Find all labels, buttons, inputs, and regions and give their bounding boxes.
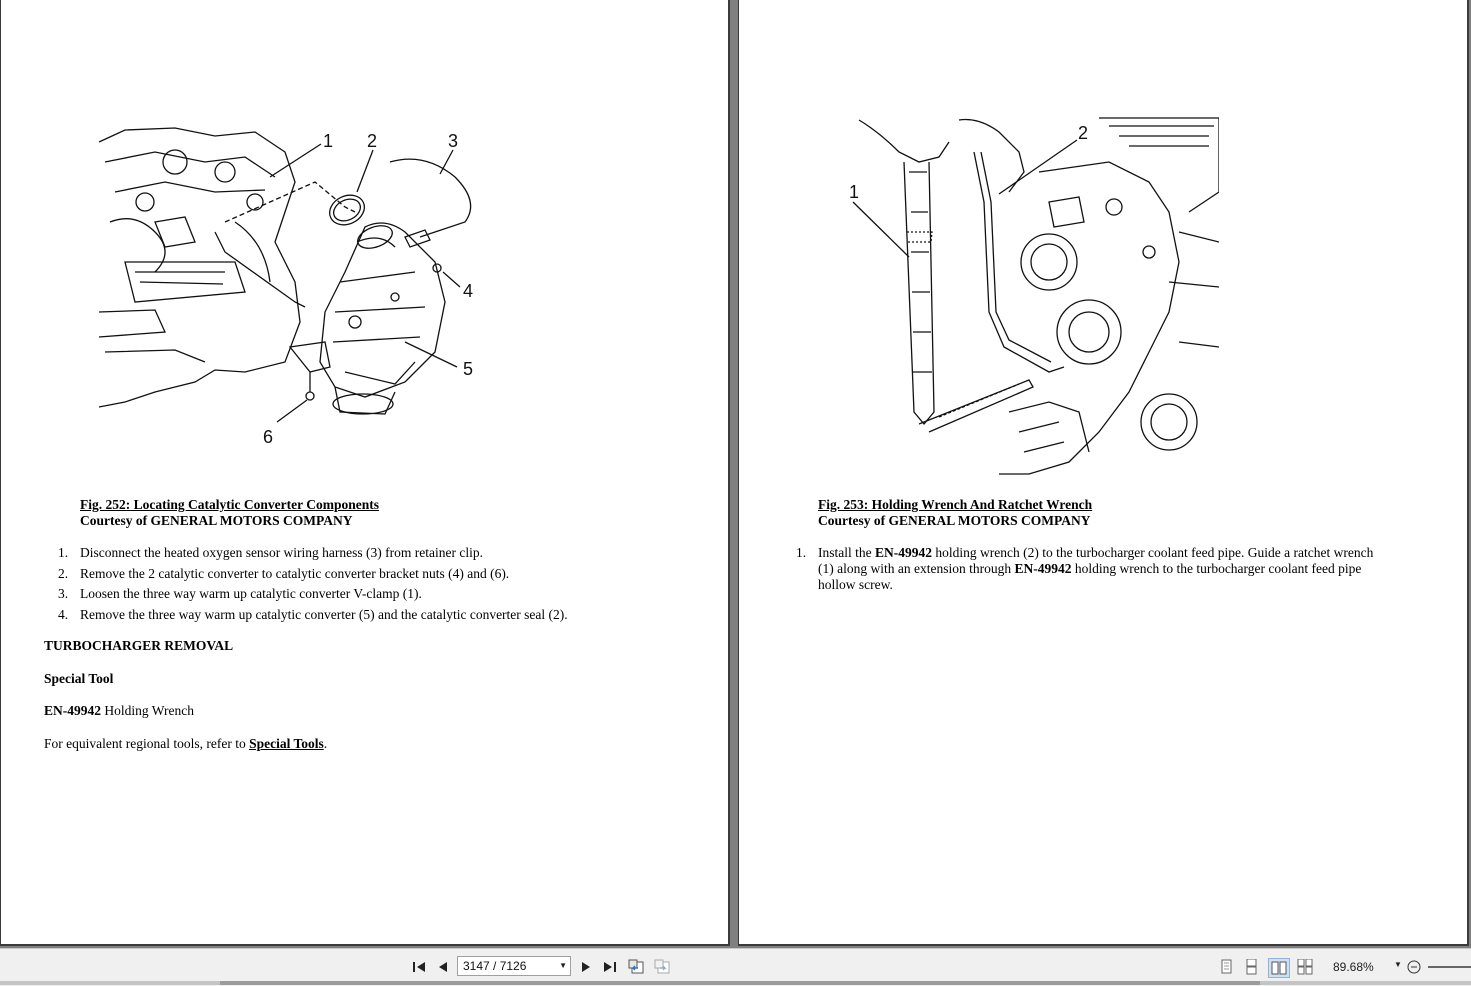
list-item: 1. Install the EN-49942 holding wrench (2) to the turbocharger coolant feed pipe. Guide a ratchet wrench (1) along with an extension through EN-49942 holding wrench to the turbocharger coolant feed pipe hollow screw. [796,545,1374,592]
zoom-out-icon[interactable] [1405,958,1423,976]
single-page-icon[interactable] [1217,958,1235,976]
horizontal-scrollbar[interactable] [0,981,1471,985]
chevron-down-icon[interactable]: ▼ [1394,960,1402,969]
callout-1: 1 [849,182,860,202]
caption-title: Fig. 252: Locating Catalytic Converter Components [80,497,379,512]
prev-view-icon[interactable] [627,958,645,976]
tool-code: EN-49942 [1014,561,1072,576]
continuous-icon[interactable] [1242,958,1260,976]
caption-courtesy: Courtesy of GENERAL MOTORS COMPANY [818,513,1091,528]
scrollbar-thumb[interactable] [220,981,1260,985]
removal-steps-list [44,545,704,627]
caption-title: Fig. 253: Holding Wrench And Ratchet Wrench [818,497,1093,512]
callout-2: 2 [1078,123,1089,143]
callout-4: 4 [463,281,474,301]
page-number-input[interactable]: 3147 / 7126 ▼ [457,956,571,976]
zoom-level[interactable]: 89.68% [1333,960,1374,974]
list-item: 4. Remove the three way warm up catalytic converter (5) and the catalytic converter seal (2). [58,606,568,622]
callout-5: 5 [463,359,474,379]
facing-icon[interactable] [1268,958,1290,978]
figure-caption [818,497,1092,529]
callout-2: 2 [367,131,378,151]
special-tools-link[interactable]: Special Tools [249,736,324,751]
first-page-icon[interactable] [410,958,428,976]
section-heading: TURBOCHARGER REMOVAL [44,638,234,653]
next-page-icon[interactable] [577,958,595,976]
pdf-page-right [738,0,1469,946]
tool-code: EN-49942 [44,703,101,718]
list-item: 2. Remove the 2 catalytic converter to catalytic converter bracket nuts (4) and (6). [58,565,510,581]
last-page-icon[interactable] [601,958,619,976]
callout-6: 6 [263,427,274,447]
callout-3: 3 [448,131,459,151]
regional-tools-note: For equivalent regional tools, refer to Special Tools. [44,736,328,751]
caption-courtesy: Courtesy of GENERAL MOTORS COMPANY [80,513,353,528]
tool-name: Holding Wrench [101,703,194,718]
tool-code: EN-49942 [875,545,932,560]
list-item: 3. Loosen the three way warm up catalytic converter V-clamp (1). [58,586,422,601]
list-item: 1. Disconnect the heated oxygen sensor wiring harness (3) from retainer clip. [58,545,483,560]
figure-caption [80,497,379,529]
callout-1: 1 [323,131,334,151]
zoom-slider[interactable] [1428,966,1471,968]
figure-253-holding-wrench [849,112,1219,482]
special-tool-heading: Special Tool [44,671,114,686]
pdf-page-left [0,0,730,946]
figure-252-catalytic-converter [95,122,495,452]
chevron-down-icon[interactable]: ▼ [559,961,567,970]
next-view-icon[interactable] [653,958,671,976]
prev-page-icon[interactable] [434,958,452,976]
tool-line [44,703,194,719]
continuous-facing-icon[interactable] [1296,958,1314,976]
